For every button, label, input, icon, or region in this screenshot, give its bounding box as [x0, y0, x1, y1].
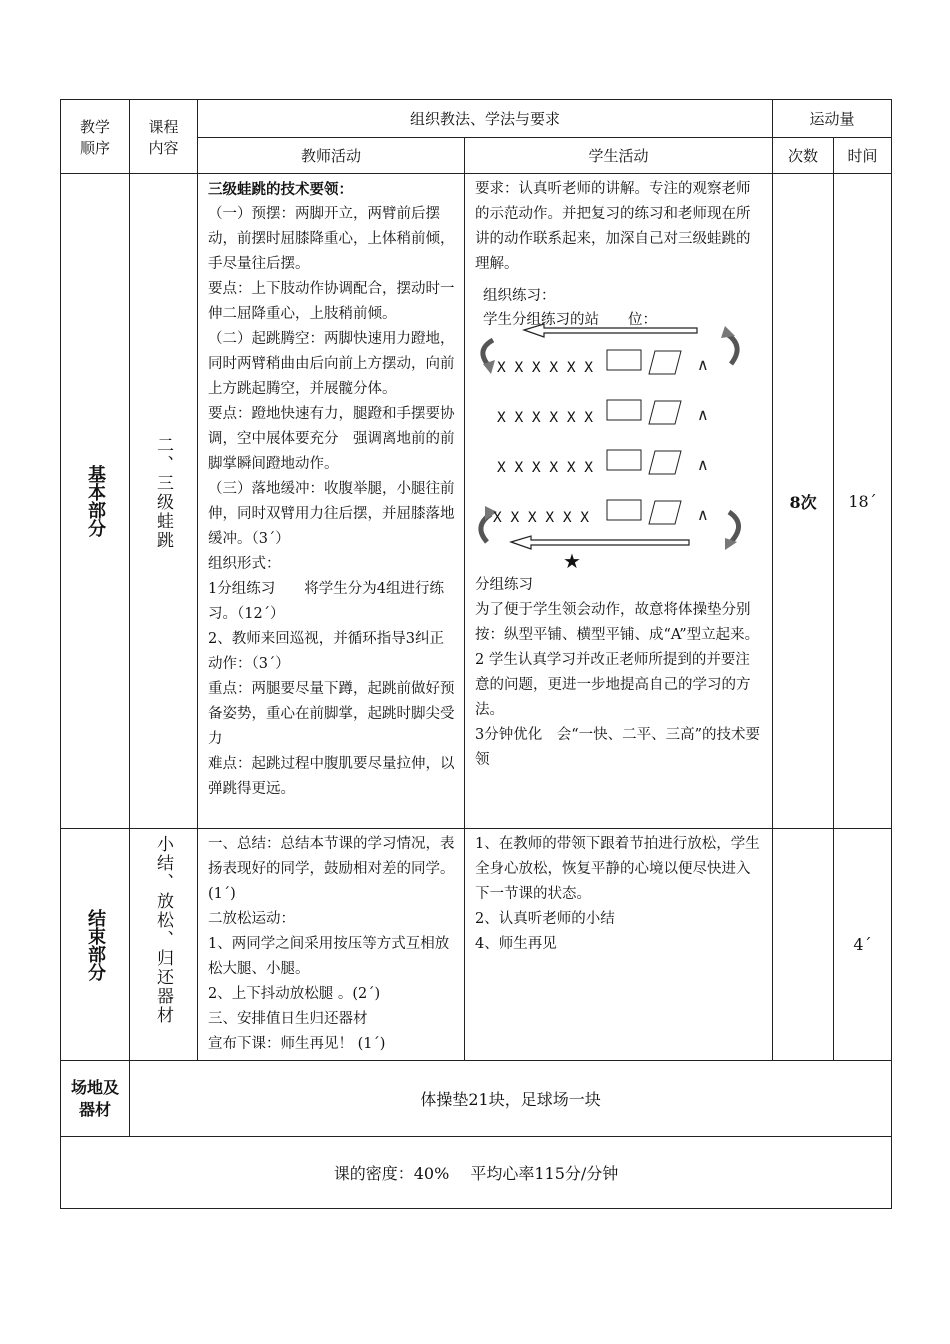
header-times: 次数: [773, 138, 834, 174]
basic-content-label: [130, 174, 198, 829]
teacher-line: 2、上下抖动放松腿 。(2´): [208, 986, 381, 1002]
student-line: 3分钟优化 会“一快、二平、三高”的技术要领: [475, 727, 761, 768]
student-line: 分组练习: [475, 577, 533, 593]
mat-row-2: [607, 400, 709, 424]
student-line: 1、在教师的带领下跟着节拍进行放松，学生全身心放松，恢复平静的心境以便尽快进入下一节课的状态。: [475, 836, 760, 902]
student-line: 2、认真听老师的小结: [475, 911, 615, 927]
arrow-left-top: [524, 324, 697, 337]
teacher-line: （二）起跳腾空：两脚快速用力蹬地，同时两臂稍曲由后向前上方摆动，向前上方跳起腾空，并展髋分体。: [208, 331, 455, 397]
teacher-line: 组织形式：: [208, 556, 281, 572]
arrow-left-bottom: [511, 536, 689, 549]
ending-student-text: [465, 829, 772, 960]
basic-section-label: [61, 174, 130, 829]
student-intro: 要求：认真听老师的讲解。专注的观察老师的示范动作。并把复习的练习和老师现在所讲的动作联系起来，加深自己对三级蛙跳的理解。: [475, 181, 751, 272]
basic-content-text: 二、三级蛙跳: [153, 436, 173, 550]
teacher-line: 重点：两腿要尽量下蹲，起跳前做好预备姿势，重心在前脚掌，起跳时脚尖受力: [208, 681, 455, 747]
student-line: 4、师生再见: [475, 936, 557, 952]
header-content-line2: 内容: [148, 138, 179, 157]
ending-content-text: 小结、放松、归还器材: [153, 835, 173, 1025]
basic-student-after: [465, 570, 772, 776]
venue-label: 场地及器材: [61, 1061, 130, 1137]
basic-student-text: [465, 174, 772, 280]
curve-arrow-bottom-right: [729, 512, 739, 542]
formation-row-4: X X X X X X: [493, 510, 590, 526]
svg-text:∧: ∧: [697, 405, 709, 424]
header-content: [130, 100, 198, 174]
header-order-line2: 顺序: [79, 138, 110, 157]
header-amount: 运动量: [773, 100, 892, 138]
basic-student-cell: [465, 174, 773, 829]
header-duration: 时间: [834, 138, 892, 174]
ending-duration: 4´: [834, 829, 892, 1061]
formation-row-1: X X X X X X: [497, 360, 594, 376]
basic-teacher-cell: [198, 174, 465, 829]
basic-duration: 18´: [834, 174, 892, 829]
teacher-line: 一、总结：总结本节课的学习情况，表扬表现好的同学，鼓励相对差的同学。(1´): [208, 836, 455, 902]
header-student: 学生活动: [465, 138, 773, 174]
ending-content-label: [130, 829, 198, 1061]
basic-section-text: 基本部分: [85, 465, 106, 537]
mat-row-3: [607, 450, 709, 474]
header-teacher: 教师活动: [198, 138, 465, 174]
mat-row-4: [607, 500, 709, 524]
svg-text:∧: ∧: [697, 505, 709, 524]
formation-diagram: [469, 280, 759, 573]
basic-teacher-text: [198, 174, 464, 805]
formation-row-2: X X X X X X: [497, 410, 594, 426]
org-title: 组织练习：: [483, 288, 556, 304]
ending-section-text: 结束部分: [85, 908, 106, 981]
student-line: 2 学生认真学习并改正老师所提到的并要注意的问题，更进一步地提高自己的学习的方法。: [475, 652, 751, 718]
header-method: 组织教法、学法与要求: [198, 100, 773, 138]
org-position: 学生分组练习的站 位：: [483, 312, 657, 328]
header-order: [61, 100, 130, 174]
header-content-line1: 课程: [148, 117, 179, 136]
ending-student-cell: [465, 829, 773, 1061]
teacher-line: 1、两同学之间采用按压等方式互相放松大腿、小腿。: [208, 936, 450, 977]
formation-row-3: X X X X X X: [497, 460, 594, 476]
venue-text: 体操垫21块，足球场一块: [130, 1061, 892, 1137]
ending-teacher-text: [198, 829, 464, 1060]
teacher-line: 宣布下课：师生再见！ (1´): [208, 1036, 386, 1052]
student-line: 为了便于学生领会动作，故意将体操垫分别按：纵型平铺、横型平铺、成“A”型立起来。: [475, 602, 760, 643]
teacher-line: 要点：上下肢动作协调配合，摆动时一伸二屈降重心，上肢稍前倾。: [208, 281, 455, 322]
svg-text:∧: ∧: [697, 455, 709, 474]
teacher-line: 1分组练习 将学生分为4组进行练习。（12´）: [208, 581, 444, 622]
teacher-line: 要点：蹬地快速有力，腿蹬和手摆要协调，空中展体要充分 强调离地前的前脚掌瞬间蹬地动作。: [208, 406, 455, 472]
ending-teacher-cell: [198, 829, 465, 1061]
ending-times: [773, 829, 834, 1061]
teacher-line: 三、安排值日生归还器材: [208, 1011, 368, 1027]
curve-arrow-top-right: [727, 334, 737, 364]
basic-times: 8次: [773, 174, 834, 829]
teacher-line: 二放松运动：: [208, 911, 295, 927]
lesson-plan-table: [60, 99, 892, 1209]
svg-text:∧: ∧: [697, 355, 709, 374]
footer-density: 课的密度：40% 平均心率115分/分钟: [61, 1137, 892, 1209]
header-order-line1: 教学: [79, 117, 110, 136]
teacher-line: 2、教师来回巡视，并循环指导3纠正动作：（3´）: [208, 631, 444, 672]
mat-row-1: [607, 350, 709, 374]
teacher-line: （一）预摆：两脚开立，两臂前后摆动，前摆时屈膝降重心，上体稍前倾，手尽量往后摆。: [208, 206, 455, 272]
teacher-line: 三级蛙跳的技术要领：: [208, 181, 353, 198]
teacher-star-icon: ★: [563, 549, 581, 573]
teacher-line: （三）落地缓冲：收腹举腿，小腿往前伸，同时双臂用力往后摆，并屈膝落地缓冲。（3´）: [208, 481, 455, 547]
ending-section-label: [61, 829, 130, 1061]
teacher-line: 难点：起跳过程中腹肌要尽量拉伸，以弹跳得更远。: [208, 756, 455, 797]
